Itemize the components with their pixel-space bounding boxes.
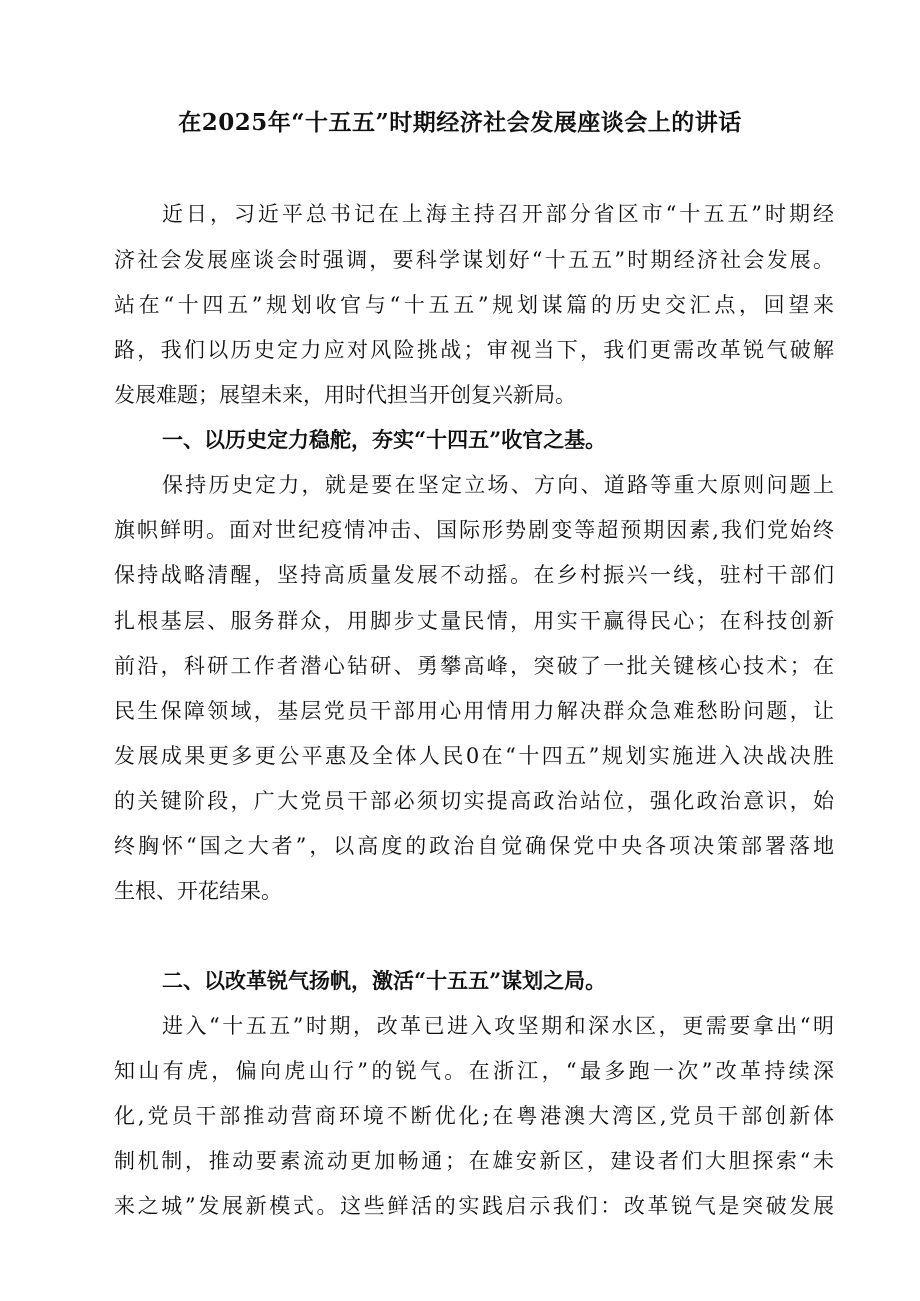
paragraph-line: 旗帜鲜明。面对世纪疫情冲击、国际形势剧变等超预期因素,我们党始终 xyxy=(114,518,834,542)
paragraph-line: 化,党员干部推动营商环境不断优化;在粤港澳大湾区,党员干部创新体 xyxy=(114,1104,834,1128)
paragraph-line: 站在“十四五”规划收官与“十五五”规划谋篇的历史交汇点，回望来 xyxy=(114,293,834,317)
paragraph-line: 扎根基层、服务群众，用脚步丈量民情，用实干赢得民心；在科技创新 xyxy=(114,609,834,633)
section-heading: 二、以改革锐气扬帆，激活“十五五”谋划之局。 xyxy=(162,968,607,993)
paragraph-line: 保持历史定力，就是要在坚定立场、方向、道路等重大原则问题上 xyxy=(162,473,834,497)
paragraph-line: 前沿，科研工作者潜心钻研、勇攀高峰，突破了一批关键核心技术；在 xyxy=(114,654,834,678)
paragraph-line: 发展成果更多更公平惠及全体人民0在“十四五”规划实施进入决战决胜 xyxy=(114,744,834,768)
paragraph-line: 来之城”发展新模式。这些鲜活的实践启示我们：改革锐气是突破发展 xyxy=(114,1194,834,1218)
paragraph-line: 知山有虎，偏向虎山行”的锐气。在浙江，“最多跑一次”改革持续深 xyxy=(114,1059,834,1083)
paragraph-line: 济社会发展座谈会时强调，要科学谋划好“十五五”时期经济社会发展。 xyxy=(114,248,834,272)
document-title: 在2025年“十五五”时期经济社会发展座谈会上的讲话 xyxy=(178,109,742,136)
paragraph-line: 发展难题；展望未来，用时代担当开创复兴新局。 xyxy=(114,383,576,407)
paragraph-line: 路，我们以历史定力应对风险挑战；审视当下，我们更需改革锐气破解 xyxy=(114,338,834,362)
paragraph-line: 终胸怀“国之大者”，以高度的政治自觉确保党中央各项决策部署落地 xyxy=(114,834,834,858)
section-heading: 一、以历史定力稳舵，夯实“十四五”收官之基。 xyxy=(162,427,607,452)
paragraph-line: 制机制，推动要素流动更加畅通；在雄安新区，建设者们大胆探索“未 xyxy=(114,1149,834,1173)
paragraph-line: 保持战略清醒，坚持高质量发展不动摇。在乡村振兴一线，驻村干部们 xyxy=(114,563,834,587)
paragraph-line: 近日，习近平总书记在上海主持召开部分省区市“十五五”时期经 xyxy=(162,202,834,226)
paragraph-line: 民生保障领域，基层党员干部用心用情用力解决群众急难愁盼问题，让 xyxy=(114,699,834,723)
paragraph-line: 生根、开花结果。 xyxy=(114,879,282,903)
paragraph-line: 进入“十五五”时期，改革已进入攻坚期和深水区，更需要拿出“明 xyxy=(162,1014,834,1038)
paragraph-line: 的关键阶段，广大党员干部必须切实提高政治站位，强化政治意识，始 xyxy=(114,789,834,813)
